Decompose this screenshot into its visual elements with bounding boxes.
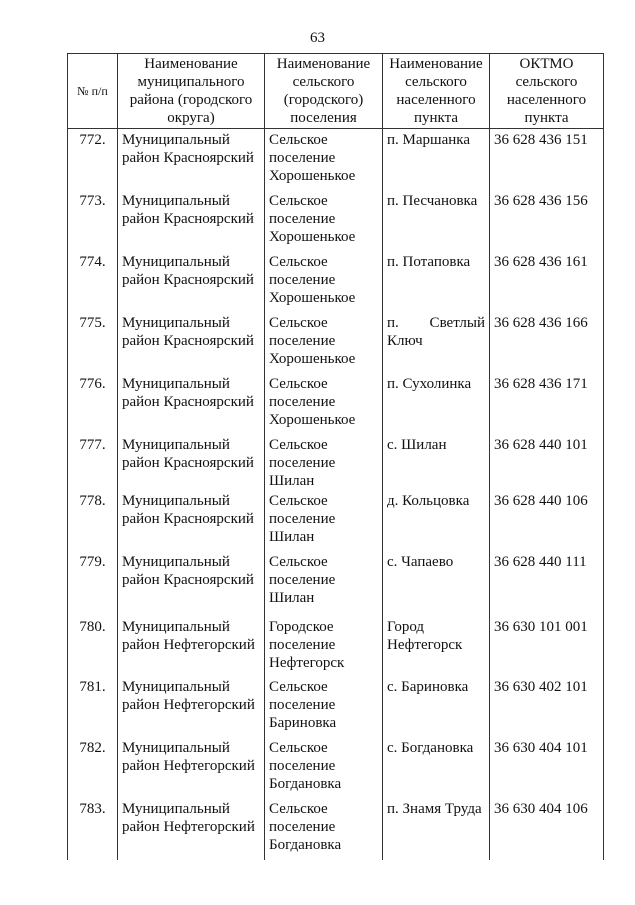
table-row	[68, 798, 604, 860]
row-district: Муниципальный район Нефтегорский	[118, 798, 265, 860]
row-locality: с. Чапаево	[383, 551, 490, 616]
row-number: 783.	[68, 798, 118, 860]
row-locality: п. Знамя Труда	[383, 798, 490, 860]
header-number: № п/п	[68, 54, 118, 129]
row-oktmo: 36 630 101 001	[490, 616, 604, 676]
row-locality: п. Сухолинка	[383, 373, 490, 434]
row-oktmo: 36 628 440 106	[490, 490, 604, 551]
row-settlement: Городское поселение Нефтегорск	[265, 616, 383, 676]
row-oktmo: 36 628 436 151	[490, 129, 604, 190]
table-row	[68, 616, 604, 676]
row-locality: с. Богдановка	[383, 737, 490, 798]
row-oktmo: 36 630 404 101	[490, 737, 604, 798]
table-row	[68, 190, 604, 251]
row-locality: п. Светлый Ключ	[383, 312, 490, 373]
row-oktmo: 36 628 436 166	[490, 312, 604, 373]
row-settlement: Сельское поселение Хорошенькое	[265, 373, 383, 434]
row-number: 778.	[68, 490, 118, 551]
row-settlement: Сельское поселение Хорошенькое	[265, 312, 383, 373]
row-locality: п. Потаповка	[383, 251, 490, 312]
row-oktmo: 36 630 402 101	[490, 676, 604, 737]
table-row	[68, 373, 604, 434]
row-district: Муниципальный район Нефтегорский	[118, 616, 265, 676]
row-settlement: Сельское поселение Хорошенькое	[265, 251, 383, 312]
row-number: 775.	[68, 312, 118, 373]
table-row	[68, 434, 604, 490]
row-district: Муниципальный район Красноярский	[118, 551, 265, 616]
row-number: 781.	[68, 676, 118, 737]
row-locality: с. Бариновка	[383, 676, 490, 737]
row-district: Муниципальный район Красноярский	[118, 373, 265, 434]
header-oktmo: ОКТМО сельского населенного пункта	[490, 54, 604, 129]
table-row	[68, 490, 604, 551]
row-locality: д. Кольцовка	[383, 490, 490, 551]
table-header-row	[68, 54, 604, 129]
settlements-table	[67, 53, 604, 860]
row-locality: с. Шилан	[383, 434, 490, 490]
table-row	[68, 312, 604, 373]
row-settlement: Сельское поселение Хорошенькое	[265, 190, 383, 251]
row-district: Муниципальный район Нефтегорский	[118, 737, 265, 798]
row-number: 772.	[68, 129, 118, 190]
table-row	[68, 129, 604, 190]
row-district: Муниципальный район Красноярский	[118, 129, 265, 190]
row-district: Муниципальный район Красноярский	[118, 434, 265, 490]
row-settlement: Сельское поселение Шилан	[265, 551, 383, 616]
row-number: 773.	[68, 190, 118, 251]
row-settlement: Сельское поселение Шилан	[265, 490, 383, 551]
table-row	[68, 676, 604, 737]
page-number: 63	[310, 30, 325, 46]
table-row	[68, 551, 604, 616]
row-settlement: Сельское поселение Хорошенькое	[265, 129, 383, 190]
row-settlement: Сельское поселение Богдановка	[265, 798, 383, 860]
row-district: Муниципальный район Красноярский	[118, 490, 265, 551]
row-oktmo: 36 628 440 111	[490, 551, 604, 616]
header-locality: Наименование сельского населенного пункта	[383, 54, 490, 129]
row-number: 779.	[68, 551, 118, 616]
row-settlement: Сельское поселение Бариновка	[265, 676, 383, 737]
row-oktmo: 36 628 436 171	[490, 373, 604, 434]
row-district: Муниципальный район Красноярский	[118, 190, 265, 251]
row-oktmo: 36 628 440 101	[490, 434, 604, 490]
header-district: Наименование муниципального района (городского округа)	[118, 54, 265, 129]
row-district: Муниципальный район Красноярский	[118, 312, 265, 373]
row-oktmo: 36 628 436 161	[490, 251, 604, 312]
row-locality: п. Песчановка	[383, 190, 490, 251]
row-number: 777.	[68, 434, 118, 490]
row-locality: Город Нефтегорск	[383, 616, 490, 676]
header-settlement: Наименование сельского (городского) поселения	[265, 54, 383, 129]
row-settlement: Сельское поселение Шилан	[265, 434, 383, 490]
table-row	[68, 251, 604, 312]
row-locality: п. Маршанка	[383, 129, 490, 190]
table-row	[68, 737, 604, 798]
row-number: 776.	[68, 373, 118, 434]
row-district: Муниципальный район Нефтегорский	[118, 676, 265, 737]
row-settlement: Сельское поселение Богдановка	[265, 737, 383, 798]
row-oktmo: 36 628 436 156	[490, 190, 604, 251]
row-oktmo: 36 630 404 106	[490, 798, 604, 860]
row-district: Муниципальный район Красноярский	[118, 251, 265, 312]
row-number: 782.	[68, 737, 118, 798]
row-number: 774.	[68, 251, 118, 312]
row-number: 780.	[68, 616, 118, 676]
